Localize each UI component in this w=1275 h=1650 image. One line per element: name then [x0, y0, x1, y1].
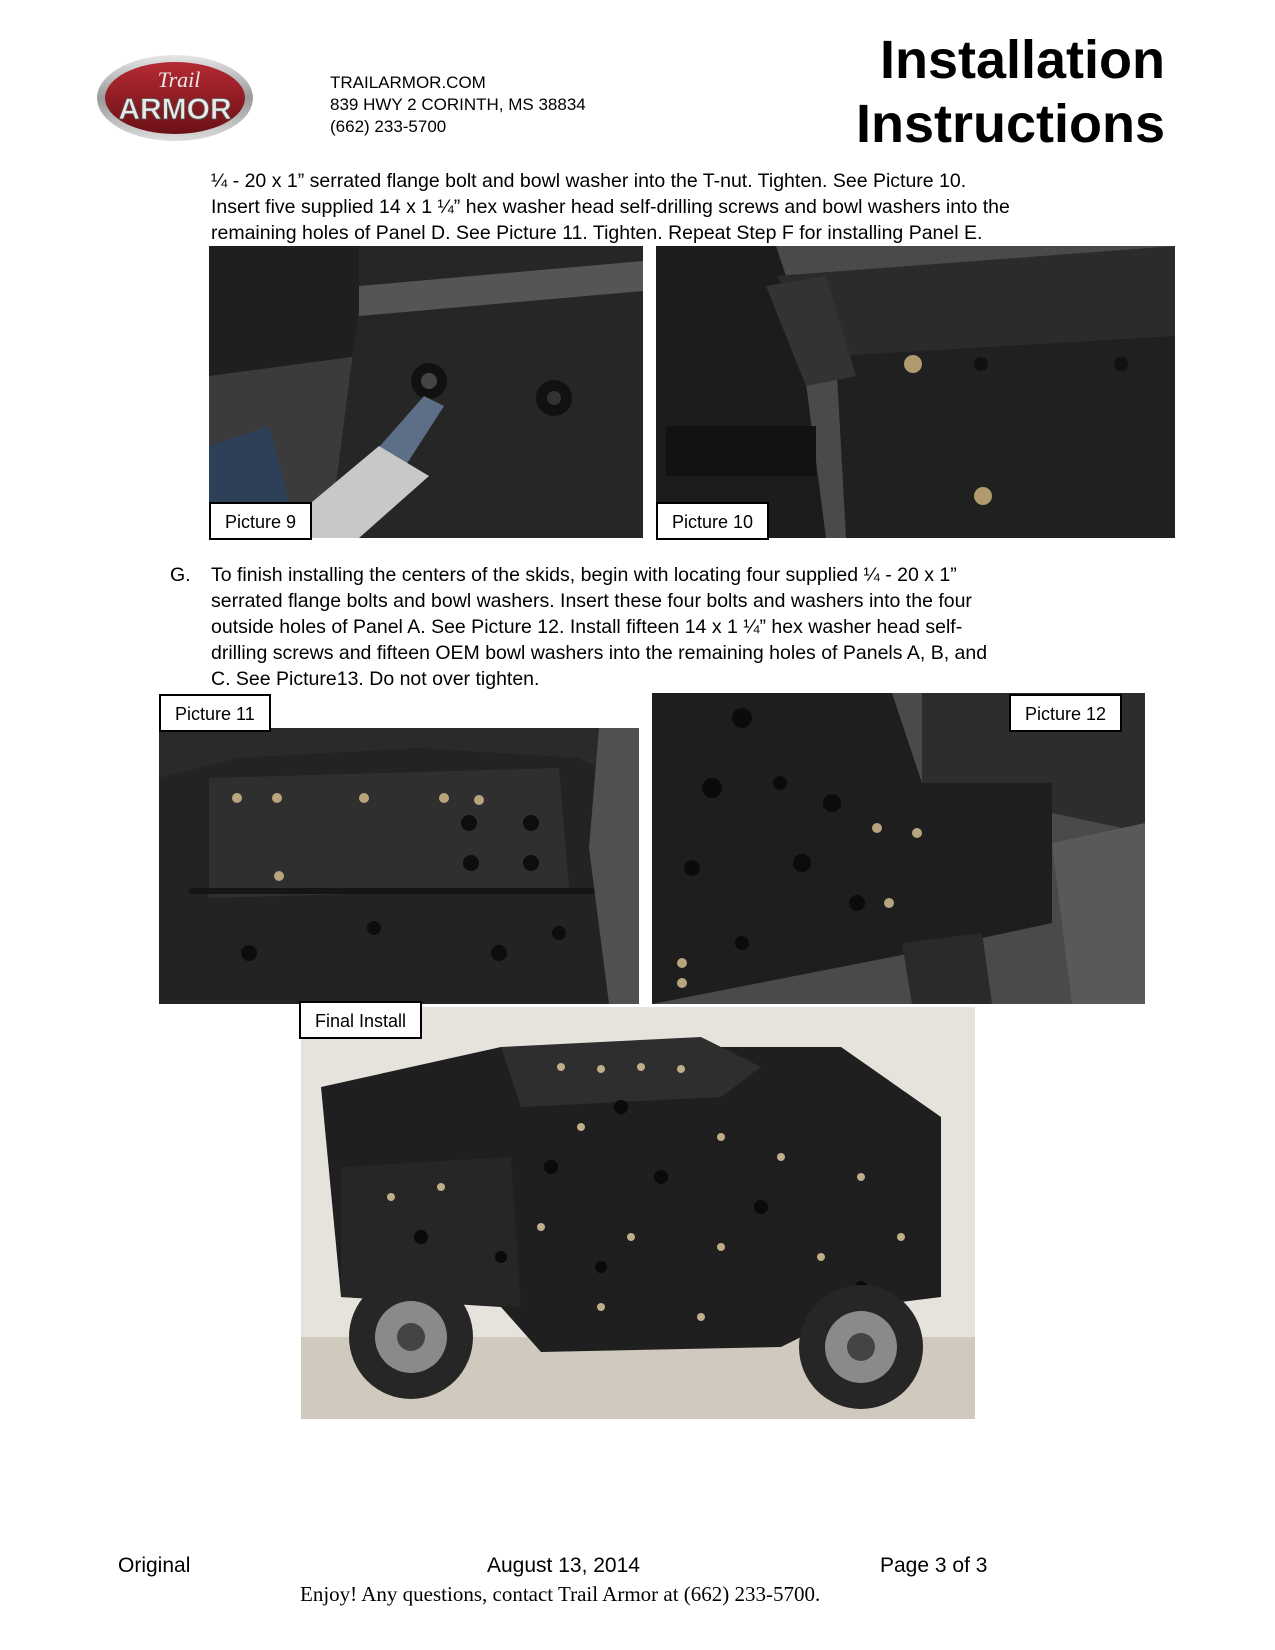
website-text: TRAILARMOR.COM [330, 73, 486, 92]
picture-12-photo [652, 693, 1145, 1004]
logo-text-trail: Trail [157, 67, 201, 92]
step-f-continuation [211, 168, 1171, 246]
footer-date: August 13, 2014 [487, 1554, 640, 1577]
picture-12-caption: Picture 12 [1009, 694, 1122, 732]
paragraph-line: drilling screws and fifteen OEM bowl washers into the remaining holes of Panels A, B, and [211, 642, 988, 664]
title-line-1: Installation [879, 30, 1165, 90]
step-g [170, 562, 1130, 702]
trail-armor-logo [95, 53, 255, 143]
paragraph-line: Insert five supplied 14 x 1 ¼” hex washer head self-drilling screws and bowl washers into the [211, 196, 1010, 218]
paragraph-line: remaining holes of Panel D. See Picture 11. Tighten. Repeat Step F for installing Panel E. [211, 222, 983, 244]
phone-number: (662) 233-5700 [330, 117, 447, 136]
picture-10-photo [656, 246, 1175, 538]
step-g-text [211, 562, 1111, 692]
footer-contact-note: Enjoy! Any questions, contact Trail Armor at (662) 233-5700. [300, 1582, 821, 1606]
picture-9-photo [209, 246, 643, 538]
page-title [856, 28, 1165, 156]
company-address-block [330, 72, 586, 138]
logo-text-armor: ARMOR [118, 93, 232, 126]
title-line-2: Instructions [855, 94, 1165, 154]
paragraph-line: C. See Picture13. Do not over tighten. [211, 668, 540, 690]
picture-10-caption: Picture 10 [656, 502, 769, 540]
picture-11-caption: Picture 11 [159, 694, 271, 732]
paragraph-line: outside holes of Panel A. See Picture 12. Install fifteen 14 x 1 ¼” hex washer head self- [211, 616, 963, 638]
picture-9-caption: Picture 9 [209, 502, 312, 540]
step-g-letter: G. [170, 564, 191, 586]
paragraph-line: To finish installing the centers of the skids, begin with locating four supplied ¼ - 20 x 1” [211, 564, 957, 586]
footer-page-number: Page 3 of 3 [880, 1554, 988, 1577]
paragraph-line: ¼ - 20 x 1” serrated flange bolt and bowl washer into the T-nut. Tighten. See Picture 10. [211, 170, 967, 192]
street-address: 839 HWY 2 CORINTH, MS 38834 [330, 95, 586, 114]
final-install-photo [301, 1007, 975, 1419]
footer-revision: Original [118, 1554, 191, 1577]
picture-11-photo [159, 728, 639, 1004]
paragraph-line: serrated flange bolts and bowl washers. Insert these four bolts and washers into the four [211, 590, 972, 612]
final-install-caption: Final Install [299, 1001, 422, 1039]
